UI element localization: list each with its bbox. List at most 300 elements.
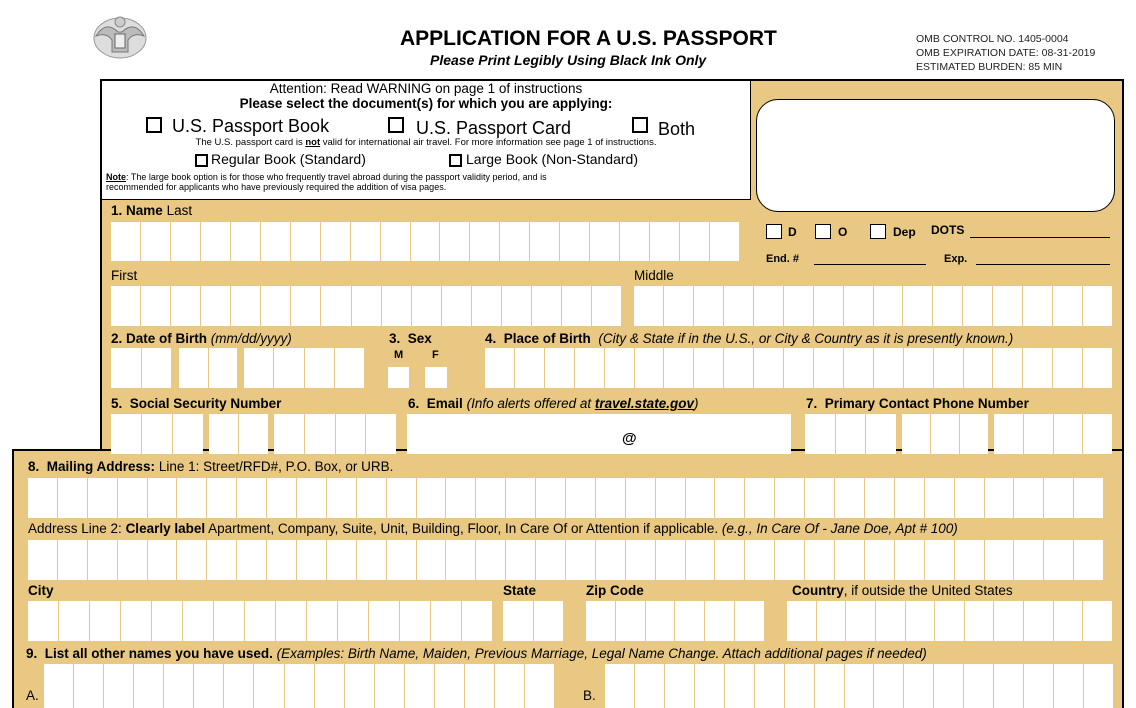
large-book-checkbox[interactable] (449, 154, 462, 167)
char-cell[interactable] (865, 478, 895, 518)
char-cell[interactable] (710, 222, 739, 261)
char-cell[interactable] (335, 348, 364, 388)
char-cell[interactable] (239, 414, 268, 454)
char-cell[interactable] (237, 478, 267, 518)
char-cell[interactable] (118, 540, 148, 580)
char-cell[interactable] (815, 664, 845, 708)
char-cell[interactable] (934, 664, 964, 708)
char-cell[interactable] (545, 348, 575, 388)
city-input[interactable] (28, 601, 492, 641)
char-cell[interactable] (231, 286, 261, 326)
office-o-label: O (838, 225, 848, 239)
char-cell[interactable] (754, 286, 784, 326)
char-cell[interactable] (955, 540, 985, 580)
char-cell[interactable] (435, 664, 465, 708)
char-cell[interactable] (925, 540, 955, 580)
char-cell[interactable] (775, 540, 805, 580)
char-cell[interactable] (532, 286, 562, 326)
char-cell[interactable] (244, 348, 274, 388)
char-cell[interactable] (985, 478, 1015, 518)
char-cell[interactable] (201, 222, 231, 261)
char-cell[interactable] (261, 286, 291, 326)
office-d-label: D (788, 225, 797, 239)
char-cell[interactable] (844, 286, 874, 326)
char-cell[interactable] (177, 540, 207, 580)
char-cell[interactable] (327, 540, 357, 580)
char-cell[interactable] (357, 478, 387, 518)
dob-label: 2. Date of Birth (mm/dd/yyyy) (111, 331, 292, 346)
ssn-part3-input[interactable] (274, 414, 396, 454)
char-cell[interactable] (470, 222, 500, 261)
char-cell[interactable] (994, 414, 1024, 454)
char-cell[interactable] (442, 286, 472, 326)
char-cell[interactable] (906, 601, 936, 641)
char-cell[interactable] (626, 478, 656, 518)
char-cell[interactable] (785, 664, 815, 708)
char-cell[interactable] (745, 478, 775, 518)
char-cell[interactable] (874, 286, 904, 326)
char-cell[interactable] (664, 348, 694, 388)
char-cell[interactable] (530, 222, 560, 261)
char-cell[interactable] (1024, 601, 1054, 641)
char-cell[interactable] (575, 348, 605, 388)
char-cell[interactable] (874, 348, 904, 388)
char-cell[interactable] (805, 478, 835, 518)
char-cell[interactable] (375, 664, 405, 708)
char-cell[interactable] (274, 348, 304, 388)
char-cell[interactable] (775, 478, 805, 518)
char-cell[interactable] (844, 348, 874, 388)
char-cell[interactable] (1083, 348, 1112, 388)
end-line (814, 264, 926, 265)
char-cell[interactable] (506, 540, 536, 580)
other-name-b-input[interactable] (605, 664, 1113, 708)
char-cell[interactable] (440, 222, 470, 261)
mailing-label: 8. Mailing Address: Line 1: Street/RFD#, P.O. Box, or URB. (28, 459, 394, 474)
char-cell[interactable] (1053, 348, 1083, 388)
char-cell[interactable] (267, 478, 297, 518)
char-cell[interactable] (903, 286, 933, 326)
char-cell[interactable] (675, 601, 705, 641)
zip-label: Zip Code (586, 583, 644, 598)
char-cell[interactable] (1024, 414, 1054, 454)
char-cell[interactable] (400, 601, 431, 641)
char-cell[interactable] (90, 601, 121, 641)
char-cell[interactable] (327, 478, 357, 518)
both-checkbox[interactable] (632, 117, 648, 133)
char-cell[interactable] (1014, 478, 1044, 518)
char-cell[interactable] (134, 664, 164, 708)
char-cell[interactable] (485, 348, 515, 388)
char-cell[interactable] (382, 286, 412, 326)
sex-f-box[interactable] (425, 367, 447, 388)
char-cell[interactable] (586, 601, 616, 641)
char-cell[interactable] (111, 222, 141, 261)
last-name-input[interactable] (111, 222, 739, 261)
char-cell[interactable] (724, 348, 754, 388)
char-cell[interactable] (724, 286, 754, 326)
country-input[interactable] (787, 601, 1112, 641)
char-cell[interactable] (209, 348, 238, 388)
char-cell[interactable] (411, 222, 441, 261)
char-cell[interactable] (1023, 348, 1053, 388)
char-cell[interactable] (686, 478, 716, 518)
char-cell[interactable] (276, 601, 307, 641)
char-cell[interactable] (805, 414, 836, 454)
char-cell[interactable] (596, 540, 626, 580)
mailing-line2-input[interactable] (28, 540, 1103, 580)
pob-input[interactable] (485, 348, 1112, 388)
char-cell[interactable] (960, 414, 988, 454)
char-cell[interactable] (506, 478, 536, 518)
char-cell[interactable] (680, 222, 710, 261)
char-cell[interactable] (462, 601, 492, 641)
char-cell[interactable] (705, 601, 735, 641)
char-cell[interactable] (495, 664, 525, 708)
char-cell[interactable] (1083, 601, 1112, 641)
char-cell[interactable] (964, 664, 994, 708)
char-cell[interactable] (237, 540, 267, 580)
char-cell[interactable] (994, 601, 1024, 641)
office-dep-label: Dep (893, 225, 916, 239)
char-cell[interactable] (245, 601, 276, 641)
omb-control: OMB CONTROL NO. 1405-0004 (916, 33, 1069, 45)
char-cell[interactable] (412, 286, 442, 326)
char-cell[interactable] (836, 414, 867, 454)
char-cell[interactable] (817, 601, 847, 641)
char-cell[interactable] (74, 664, 104, 708)
char-cell[interactable] (814, 348, 844, 388)
char-cell[interactable] (605, 664, 635, 708)
char-cell[interactable] (321, 222, 351, 261)
char-cell[interactable] (194, 664, 224, 708)
char-cell[interactable] (179, 348, 209, 388)
char-cell[interactable] (1024, 664, 1054, 708)
char-cell[interactable] (1023, 286, 1053, 326)
char-cell[interactable] (118, 478, 148, 518)
char-cell[interactable] (646, 601, 676, 641)
char-cell[interactable] (28, 478, 58, 518)
char-cell[interactable] (1014, 540, 1044, 580)
regular-book-checkbox[interactable] (195, 154, 208, 167)
char-cell[interactable] (502, 286, 532, 326)
char-cell[interactable] (111, 286, 141, 326)
regular-book-label: Regular Book (Standard) (211, 151, 366, 167)
char-cell[interactable] (121, 601, 152, 641)
char-cell[interactable] (44, 664, 74, 708)
sex-label: 3. Sex (389, 331, 432, 346)
char-cell[interactable] (745, 540, 775, 580)
pob-label: 4. Place of Birth (City & State if in the U.S., or City & Country as it is presently known.) (485, 331, 1014, 346)
passport-book-label: U.S. Passport Book (172, 116, 330, 136)
char-cell[interactable] (261, 222, 291, 261)
char-cell[interactable] (307, 601, 338, 641)
great-seal-emblem (88, 10, 152, 64)
char-cell[interactable] (417, 478, 447, 518)
char-cell[interactable] (895, 540, 925, 580)
document-select-prompt: Please select the document(s) for which you are applying: (239, 96, 613, 111)
char-cell[interactable] (88, 540, 118, 580)
char-cell[interactable] (1084, 664, 1113, 708)
char-cell[interactable] (171, 286, 201, 326)
char-cell[interactable] (387, 540, 417, 580)
office-o-checkbox[interactable] (815, 224, 831, 239)
char-cell[interactable] (993, 286, 1023, 326)
char-cell[interactable] (534, 601, 564, 641)
char-cell[interactable] (592, 286, 621, 326)
char-cell[interactable] (171, 222, 201, 261)
char-cell[interactable] (931, 414, 960, 454)
char-cell[interactable] (366, 414, 396, 454)
char-cell[interactable] (935, 601, 965, 641)
char-cell[interactable] (874, 664, 904, 708)
char-cell[interactable] (635, 664, 665, 708)
char-cell[interactable] (566, 540, 596, 580)
state-label: State (503, 583, 537, 598)
char-cell[interactable] (904, 348, 934, 388)
passport-card-checkbox[interactable] (388, 117, 404, 133)
char-cell[interactable] (735, 601, 764, 641)
char-cell[interactable] (994, 664, 1024, 708)
char-cell[interactable] (590, 222, 620, 261)
char-cell[interactable] (141, 222, 171, 261)
photo-box (756, 99, 1115, 212)
char-cell[interactable] (814, 286, 844, 326)
char-cell[interactable] (845, 664, 875, 708)
char-cell[interactable] (835, 478, 865, 518)
first-name-input[interactable] (111, 286, 621, 326)
char-cell[interactable] (562, 286, 592, 326)
passport-book-checkbox[interactable] (146, 117, 162, 133)
char-cell[interactable] (446, 478, 476, 518)
char-cell[interactable] (656, 478, 686, 518)
email-input[interactable] (407, 414, 791, 454)
char-cell[interactable] (231, 222, 261, 261)
char-cell[interactable] (895, 478, 925, 518)
char-cell[interactable] (866, 414, 896, 454)
char-cell[interactable] (285, 664, 315, 708)
char-cell[interactable] (201, 286, 231, 326)
char-cell[interactable] (560, 222, 590, 261)
char-cell[interactable] (686, 540, 716, 580)
char-cell[interactable] (274, 414, 305, 454)
sex-m-label: M (394, 349, 404, 361)
char-cell[interactable] (148, 540, 178, 580)
phone-line-input[interactable] (994, 414, 1112, 454)
char-cell[interactable] (58, 540, 88, 580)
ssn-part1-input[interactable] (111, 414, 203, 454)
phone-area-input[interactable] (805, 414, 896, 454)
char-cell[interactable] (964, 348, 994, 388)
char-cell[interactable] (476, 478, 506, 518)
state-input[interactable] (503, 601, 563, 641)
office-end-label: End. # (766, 253, 800, 265)
estimated-burden: ESTIMATED BURDEN: 85 MIN (916, 61, 1063, 73)
char-cell[interactable] (352, 286, 382, 326)
sex-m-box[interactable] (388, 367, 409, 388)
char-cell[interactable] (224, 664, 254, 708)
dob-year-input[interactable] (244, 348, 364, 388)
char-cell[interactable] (503, 601, 534, 641)
char-cell[interactable] (58, 478, 88, 518)
char-cell[interactable] (183, 601, 214, 641)
char-cell[interactable] (357, 540, 387, 580)
char-cell[interactable] (784, 286, 814, 326)
char-cell[interactable] (305, 414, 336, 454)
char-cell[interactable] (695, 664, 725, 708)
char-cell[interactable] (664, 286, 694, 326)
char-cell[interactable] (207, 478, 237, 518)
char-cell[interactable] (209, 414, 239, 454)
char-cell[interactable] (993, 348, 1023, 388)
char-cell[interactable] (148, 478, 178, 518)
char-cell[interactable] (955, 478, 985, 518)
char-cell[interactable] (665, 664, 695, 708)
office-d-checkbox[interactable] (766, 224, 782, 239)
char-cell[interactable] (985, 540, 1015, 580)
middle-name-label: Middle (634, 268, 674, 283)
char-cell[interactable] (431, 601, 462, 641)
char-cell[interactable] (876, 601, 906, 641)
char-cell[interactable] (1083, 286, 1112, 326)
char-cell[interactable] (925, 478, 955, 518)
char-cell[interactable] (965, 601, 995, 641)
office-dep-checkbox[interactable] (870, 224, 886, 239)
char-cell[interactable] (465, 664, 495, 708)
char-cell[interactable] (351, 222, 381, 261)
char-cell[interactable] (902, 414, 931, 454)
char-cell[interactable] (725, 664, 755, 708)
char-cell[interactable] (656, 540, 686, 580)
char-cell[interactable] (446, 540, 476, 580)
char-cell[interactable] (207, 540, 237, 580)
other-name-a-input[interactable] (44, 664, 554, 708)
char-cell[interactable] (715, 478, 745, 518)
char-cell[interactable] (104, 664, 134, 708)
char-cell[interactable] (59, 601, 90, 641)
char-cell[interactable] (635, 348, 665, 388)
char-cell[interactable] (472, 286, 502, 326)
char-cell[interactable] (525, 664, 554, 708)
attention-text: Attention: Read WARNING on page 1 of instructions (269, 81, 583, 96)
char-cell[interactable] (1074, 540, 1103, 580)
char-cell[interactable] (111, 348, 142, 388)
char-cell[interactable] (1074, 478, 1103, 518)
char-cell[interactable] (291, 222, 321, 261)
char-cell[interactable] (754, 348, 784, 388)
dob-month-input[interactable] (111, 348, 171, 388)
char-cell[interactable] (405, 664, 435, 708)
char-cell[interactable] (141, 286, 171, 326)
char-cell[interactable] (28, 601, 59, 641)
char-cell[interactable] (566, 478, 596, 518)
char-cell[interactable] (626, 540, 656, 580)
char-cell[interactable] (755, 664, 785, 708)
char-cell[interactable] (963, 286, 993, 326)
char-cell[interactable] (1053, 286, 1083, 326)
char-cell[interactable] (254, 664, 284, 708)
char-cell[interactable] (835, 540, 865, 580)
char-cell[interactable] (904, 664, 934, 708)
char-cell[interactable] (336, 414, 367, 454)
char-cell[interactable] (605, 348, 635, 388)
char-cell[interactable] (291, 286, 321, 326)
char-cell[interactable] (88, 478, 118, 518)
char-cell[interactable] (805, 540, 835, 580)
char-cell[interactable] (28, 540, 58, 580)
dob-day-input[interactable] (179, 348, 237, 388)
char-cell[interactable] (536, 540, 566, 580)
char-cell[interactable] (846, 601, 876, 641)
zip-input[interactable] (586, 601, 764, 641)
char-cell[interactable] (1054, 414, 1084, 454)
char-cell[interactable] (784, 348, 814, 388)
char-cell[interactable] (152, 601, 183, 641)
char-cell[interactable] (164, 664, 194, 708)
large-book-label: Large Book (Non-Standard) (466, 151, 638, 167)
char-cell[interactable] (616, 601, 646, 641)
char-cell[interactable] (1044, 540, 1074, 580)
char-cell[interactable] (369, 601, 400, 641)
char-cell[interactable] (596, 478, 626, 518)
char-cell[interactable] (321, 286, 351, 326)
both-label: Both (658, 119, 696, 139)
char-cell[interactable] (297, 540, 327, 580)
char-cell[interactable] (694, 286, 724, 326)
char-cell[interactable] (177, 478, 207, 518)
char-cell[interactable] (476, 540, 506, 580)
char-cell[interactable] (417, 540, 447, 580)
char-cell[interactable] (865, 540, 895, 580)
char-cell[interactable] (267, 540, 297, 580)
char-cell[interactable] (500, 222, 530, 261)
char-cell[interactable] (142, 414, 173, 454)
char-cell[interactable] (387, 478, 417, 518)
mailing-line1-input[interactable] (28, 478, 1103, 518)
char-cell[interactable] (297, 478, 327, 518)
office-exp-label: Exp. (944, 253, 968, 265)
char-cell[interactable] (787, 601, 817, 641)
char-cell[interactable] (214, 601, 245, 641)
char-cell[interactable] (694, 348, 724, 388)
char-cell[interactable] (1044, 478, 1074, 518)
phone-prefix-input[interactable] (902, 414, 988, 454)
char-cell[interactable] (715, 540, 745, 580)
char-cell[interactable] (338, 601, 369, 641)
char-cell[interactable] (173, 414, 203, 454)
char-cell[interactable] (650, 222, 680, 261)
char-cell[interactable] (536, 478, 566, 518)
email-at-symbol: @ (622, 430, 637, 447)
middle-name-input[interactable] (634, 286, 1112, 326)
ssn-part2-input[interactable] (209, 414, 268, 454)
char-cell[interactable] (515, 348, 545, 388)
char-cell[interactable] (142, 348, 172, 388)
char-cell[interactable] (634, 286, 664, 326)
char-cell[interactable] (934, 348, 964, 388)
char-cell[interactable] (1054, 664, 1084, 708)
char-cell[interactable] (933, 286, 963, 326)
char-cell[interactable] (381, 222, 411, 261)
char-cell[interactable] (111, 414, 142, 454)
char-cell[interactable] (345, 664, 375, 708)
char-cell[interactable] (620, 222, 650, 261)
char-cell[interactable] (305, 348, 335, 388)
char-cell[interactable] (315, 664, 345, 708)
char-cell[interactable] (1083, 414, 1112, 454)
ssn-label: 5. Social Security Number (111, 396, 282, 411)
char-cell[interactable] (1054, 601, 1084, 641)
